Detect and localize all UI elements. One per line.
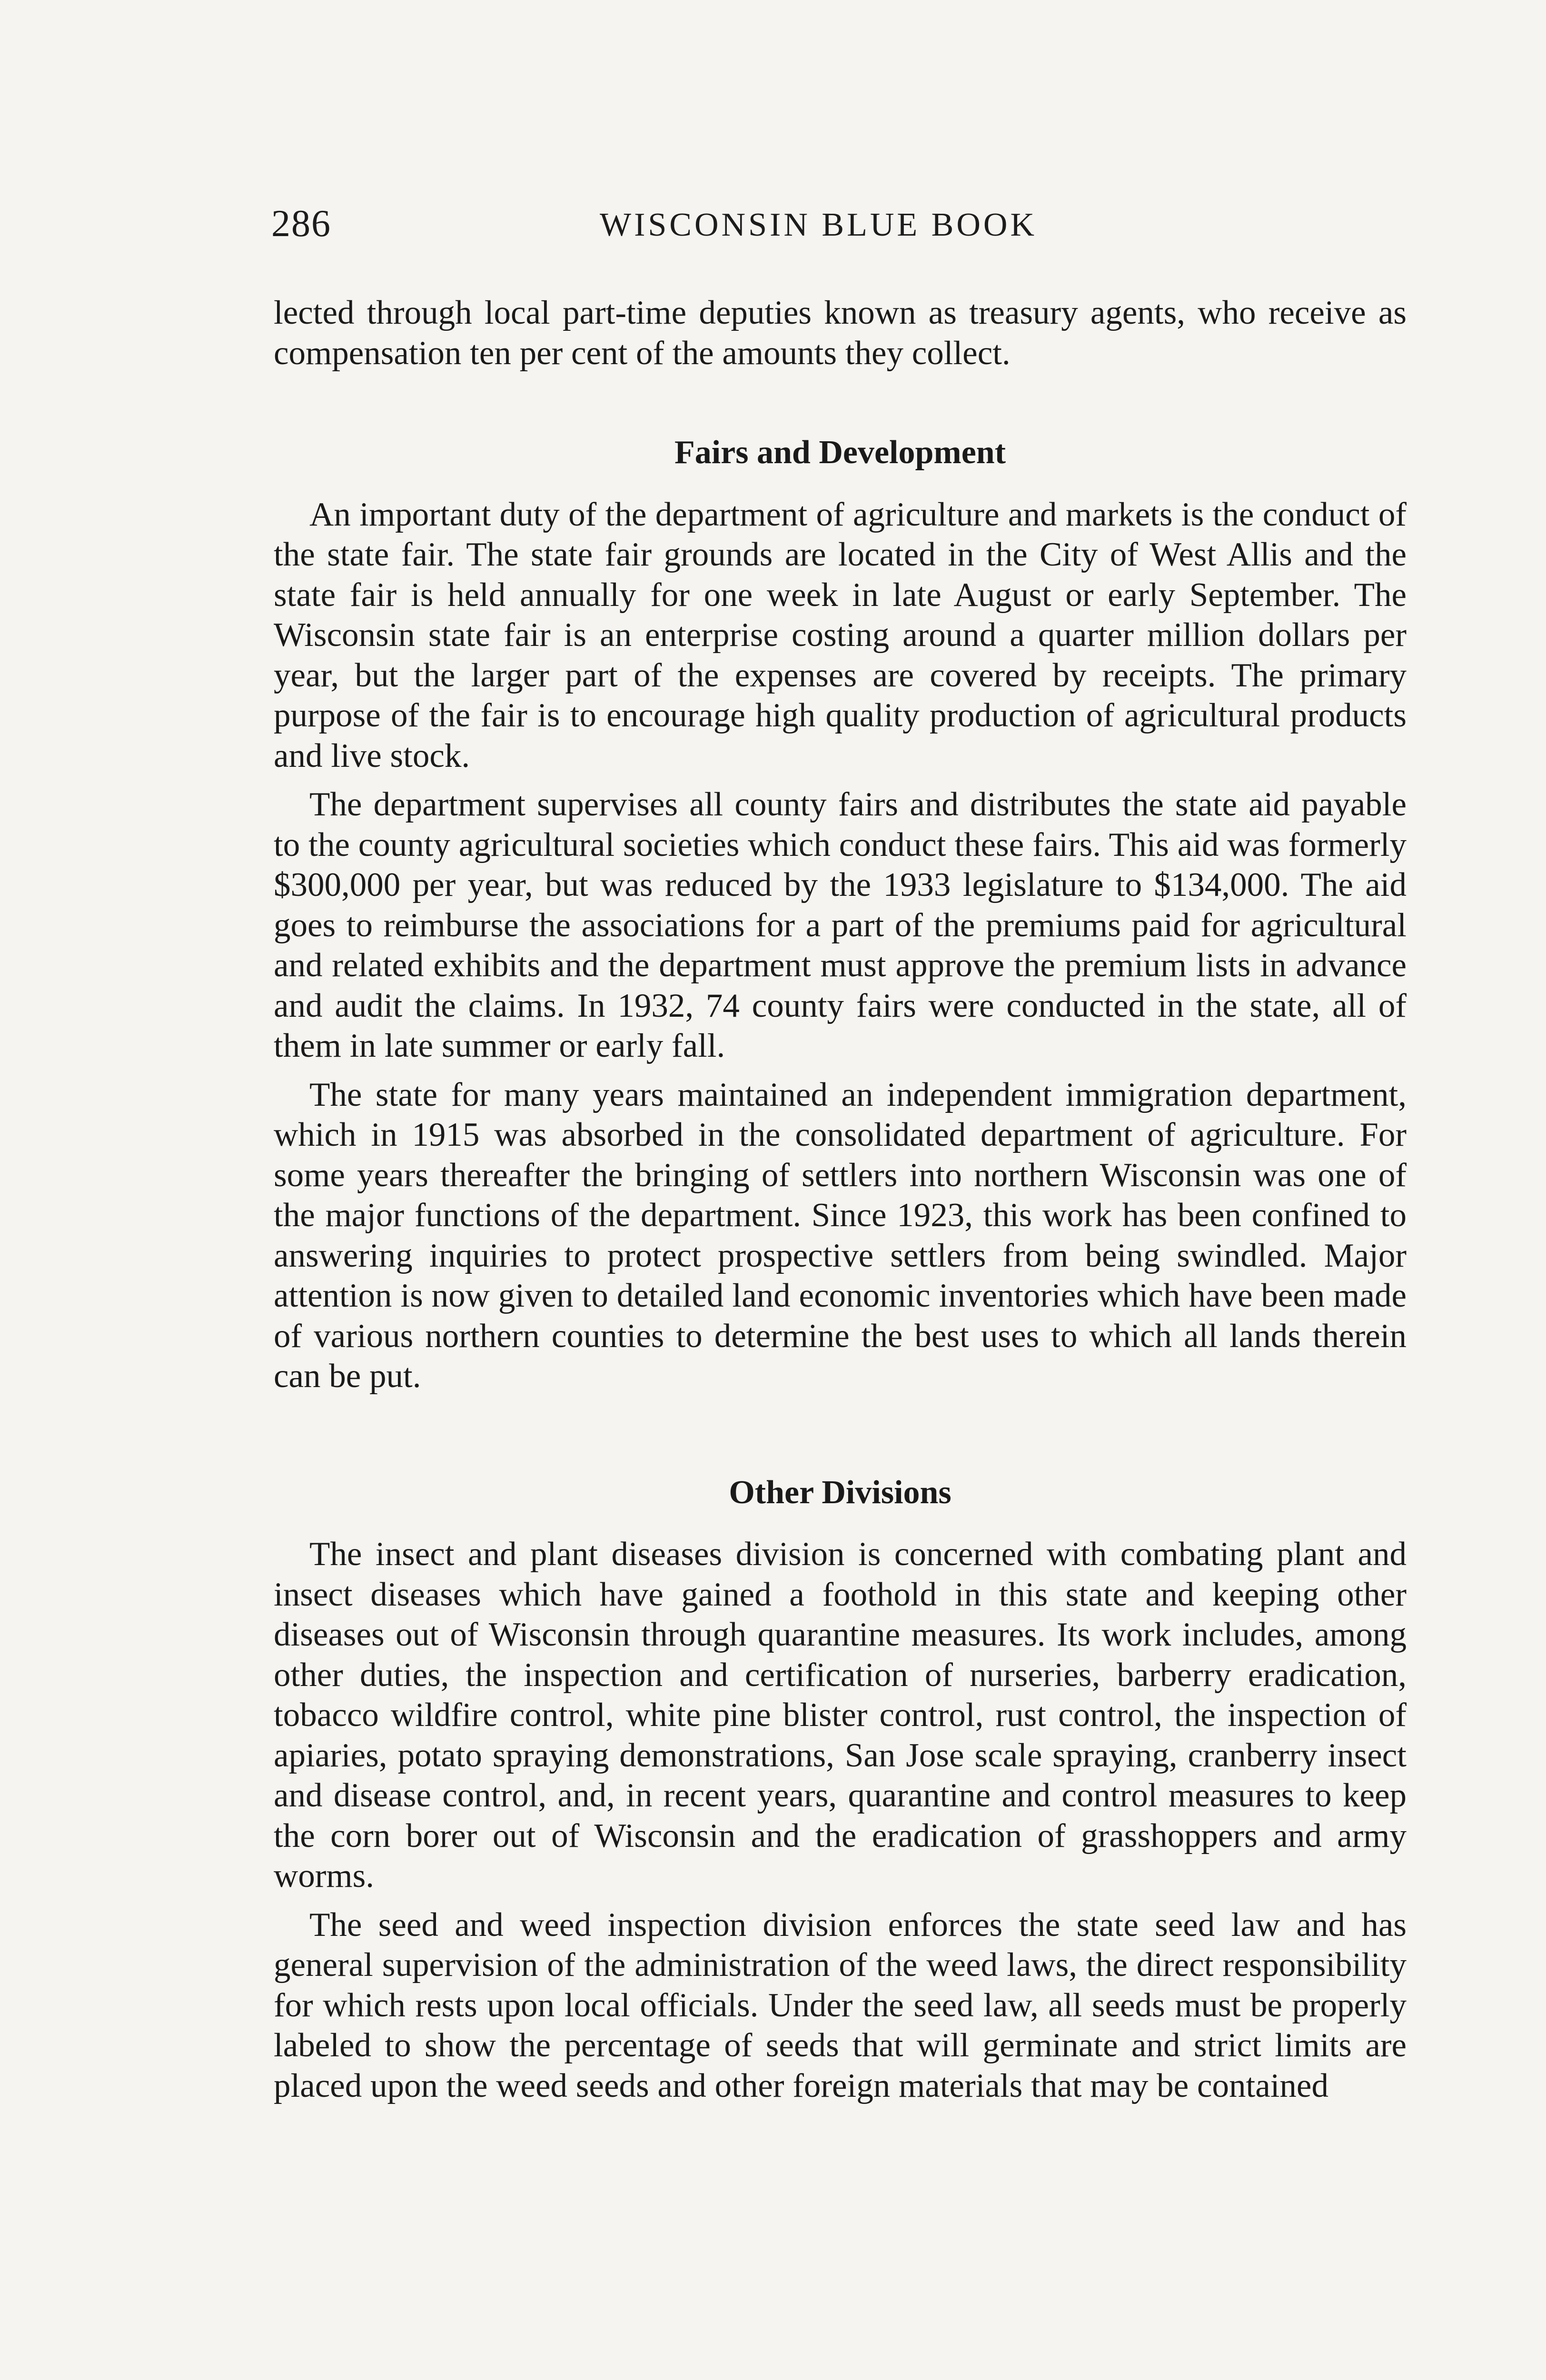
- body-text: [274, 293, 1407, 2114]
- paragraph-immigration: The state for many years maintained an independent immigration department, which in 1915 was absorbed in the consolidated department of agriculture. For some years thereafter the bringing of settlers into northern Wisconsin was one of the major functions of the department. Since 1923, this work has been confined to answering inquiries to protect prospective settlers from being swindled. Major attention is now given to detailed land economic inventories which have been made of various northern counties to determine the best uses to which all lands therein can be put.: [274, 1076, 1407, 1395]
- paragraph-state-fair: An important duty of the department of agriculture and markets is the conduct of the state fair. The state fair grounds are located in the City of West Allis and the state fair is held annually for one week in late August or early September. The Wisconsin state fair is an enterprise costing around a quarter million dollars per year, but the larger part of the expenses are covered by receipts. The primary purpose of the fair is to encourage high quality production of agricultural products and live stock.: [274, 496, 1407, 774]
- opening-paragraph: lected through local part-time deputies known as treasury agents, who receive as compensation ten per cent of the amounts they collect.: [274, 294, 1407, 372]
- page-number: 286: [271, 203, 331, 245]
- section-heading-other-divisions: Other Divisions: [729, 1474, 951, 1511]
- section-heading-fairs: Fairs and Development: [674, 434, 1006, 471]
- paragraph-seed-weed: The seed and weed inspection division enforces the state seed law and has general supervision of the administration of the weed laws, the direct responsibility for which rests upon local officials. Under the seed law, all seeds must be properly labeled to show the percentage of seeds that will germinate and strict limits are placed upon the weed seeds and other foreign materials that may be contained: [274, 1906, 1407, 2104]
- running-head: [271, 202, 1409, 255]
- book-title: WISCONSIN BLUE BOOK: [600, 207, 1037, 243]
- paragraph-county-fairs: The department supervises all county fairs and distributes the state aid payable to the county agricultural societies which conduct these fairs. This aid was formerly $300,000 per year, but was reduced by the 1933 legislature to $134,000. The aid goes to reimburse the associations for a part of the premiums paid for agricultural and related exhibits and the department must approve the premium lists in advance and audit the claims. In 1932, 74 county fairs were conducted in the state, all of them in late summer or early fall.: [274, 786, 1407, 1064]
- paragraph-insect-plant: The insect and plant diseases division is concerned with combating plant and insect diseases which have gained a foothold in this state and keeping other diseases out of Wisconsin through quarantine measures. Its work includes, among other duties, the inspection and certification of nurseries, barberry eradication, tobacco wildfire control, white pine blister control, rust control, the inspection of apiaries, potato spraying demonstrations, San Jose scale spraying, cranberry insect and disease control, and, in recent years, quarantine and control measures to keep the corn borer out of Wisconsin and the eradication of grasshoppers and army worms.: [274, 1536, 1407, 1894]
